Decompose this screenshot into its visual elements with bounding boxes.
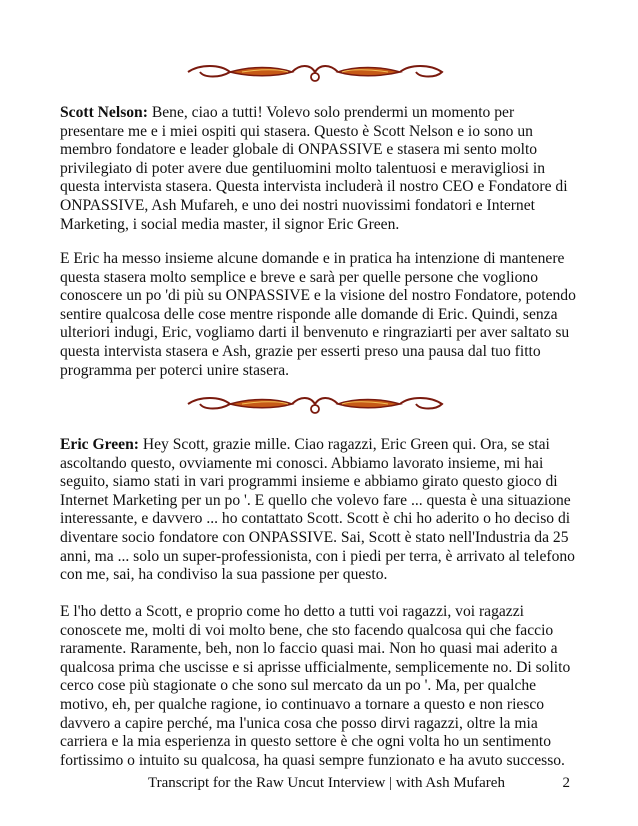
paragraph-scott-continued [60,250,582,380]
paragraph-text: Bene, ciao a tutti! Volevo solo prendermi un momento per presentare me e i miei ospiti qui stasera. Questo è Scott Nelson e io sono un membro fondatore e leader globale di ONPASSIVE e stasera mi sento molto privilegiato di poter avere due gentiluomini molto talentuosi e meravigliosi in questa intervista stasera. Questa intervista includerà il nostro CEO e Fondatore di ONPASSIVE, Ash Mufareh, e uno dei nostri nuovissimi fondatori e Internet Marketing, i social media master, il signor Eric Green. [60,104,568,233]
paragraph-text: Hey Scott, grazie mille. Ciao ragazzi, Eric Green qui. Ora, se stai ascoltando questo, ovviamente mi conosci. Abbiamo lavorato insieme, mi hai seguito, siamo stati in vari programmi insieme e abbiamo girato questo gioco di Internet Marketing per un po '. E quello che volevo fare ... questa è una situazione interessante, e davvero ... ho contattato Scott. Scott è chi ho aderito o ho deciso di diventare socio fondatore con ONPASSIVE. Sai, Scott è stato nell'Industria da 25 anni, ma ... solo un super-professionista, con i piedi per terra, è arrivato al telefono con me, sai, ha condiviso la sua passione per questo. [60,436,575,584]
ornamental-divider-icon [180,60,450,84]
speaker-name: Eric Green: [60,436,139,453]
ornamental-divider-middle [180,392,450,416]
ornamental-divider-icon [180,392,450,416]
speaker-name: Scott Nelson: [60,104,148,121]
paragraph-text: E Eric ha messo insieme alcune domande e in pratica ha intenzione di mantenere questa stasera molto semplice e breve e sarà per quelle persone che vogliono conoscere un po 'di più su ONPASSIVE e la visione del nostro Fondatore, potendo sentire qualcosa delle cose mentre risponde alle domande di Eric. Quindi, senza ulteriori indugi, Eric, vogliamo darti il benvenuto e ringraziarti per aver saltato su questa intervista stasera e Ash, grazie per esserti preso una pausa dal tuo fitto programma per poterci unire stasera. [60,250,576,379]
paragraph-text: E l'ho detto a Scott, e proprio come ho detto a tutti voi ragazzi, voi ragazzi conoscete me, molti di voi molto bene, che sto facendo qualcosa qui che faccio raramente. Raramente, beh, non lo faccio quasi mai. Non ho quasi mai aderito a qualcosa prima che uscisse e si aprisse ufficialmente, semplicemente no. Di solito cerco cose più stagionate o che sono sul mercato da un po '. Ma, per qualche motivo, eh, per qualche ragione, io continuavo a tornare a questo e non riesco davvero a capire perché, ma l'unica cosa che posso dirvi ragazzi, oltre la mia carriera e la mia esperienza in questo settore è che ogni volta ho un sentimento fortissimo o intuito su qualcosa, ha quasi sempre funzionato e ha avuto successo. [60,603,571,769]
paragraph-eric-continued [60,603,582,770]
paragraph-scott-intro [60,104,582,234]
page-number: 2 [562,775,570,791]
page-footer [60,774,582,794]
ornamental-divider-top [180,60,450,84]
paragraph-eric-intro [60,436,582,585]
footer-title: Transcript for the Raw Uncut Interview | with Ash Mufareh [148,775,505,791]
